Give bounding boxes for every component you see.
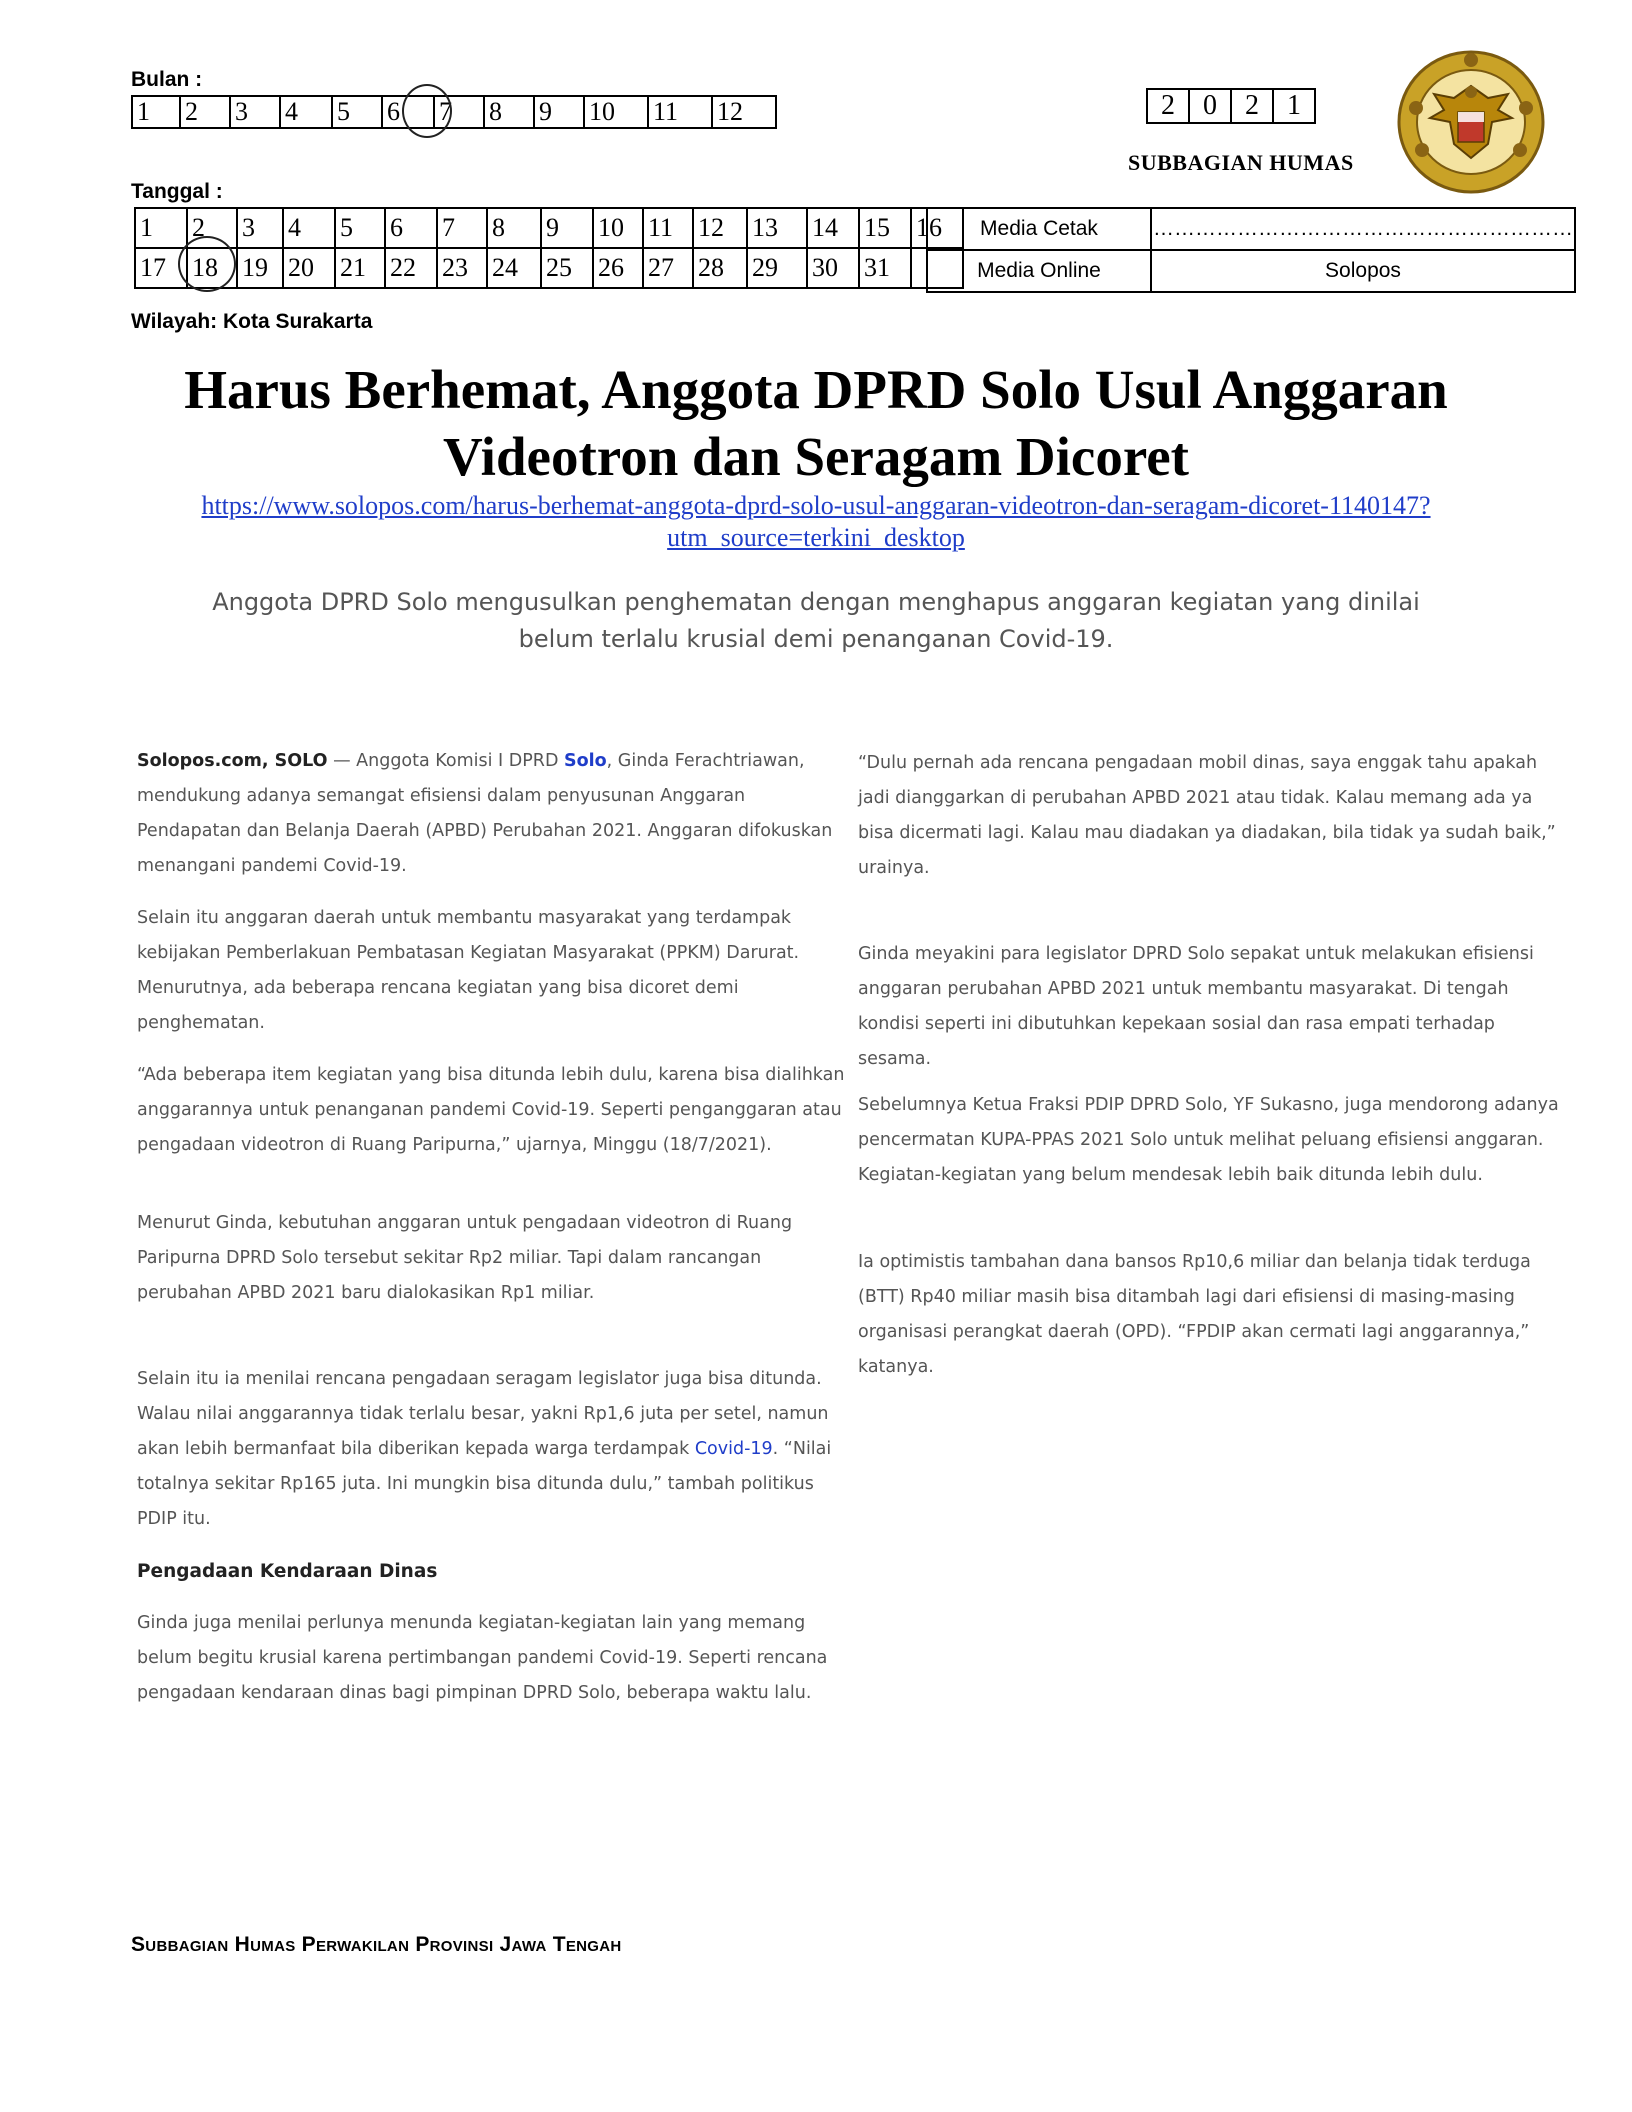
date-cell: 11 bbox=[643, 208, 693, 248]
paragraph-6: Ginda juga menilai perlunya menunda kegiatan-kegiatan lain yang memang belum begitu krusial karena pertimbangan pandemi Covid-19. Seperti rencana pengadaan kendaraan dinas bagi pimpinan DPRD Solo, beberapa waktu lalu. bbox=[137, 1613, 828, 1703]
article-lead: Anggota DPRD Solo mengusulkan penghematan dengan menghapus anggaran kegiatan yang dinilai belum terlalu krusial demi penanganan Covid-19. bbox=[212, 588, 1420, 653]
date-cell: 14 bbox=[807, 208, 859, 248]
month-cell: 5 bbox=[332, 96, 382, 128]
paragraph-5 bbox=[137, 1362, 847, 1537]
date-cell: 28 bbox=[693, 248, 747, 288]
paragraph-2: Selain itu anggaran daerah untuk membantu masyarakat yang terdampak kebijakan Pemberlakuan Pembatasan Kegiatan Masyarakat (PPKM) Darurat. Menurutnya, ada beberapa rencana kegiatan yang bisa dicoret demi penghematan. bbox=[137, 908, 800, 1033]
date-cell: 23 bbox=[437, 248, 487, 288]
article-title: Harus Berhemat, Anggota DPRD Solo Usul Anggaran Videotron dan Seragam Dicoret bbox=[184, 359, 1448, 487]
media-cetak-value: …………………………………………………… bbox=[1151, 208, 1575, 250]
month-cell: 1 bbox=[132, 96, 180, 128]
article-right-column bbox=[858, 0, 1570, 2112]
date-cell: 19 bbox=[237, 248, 283, 288]
media-cetak-label: Media Cetak bbox=[927, 208, 1151, 250]
month-cell: 4 bbox=[280, 96, 332, 128]
date-cell: 29 bbox=[747, 248, 807, 288]
subheading: Pengadaan Kendaraan Dinas bbox=[137, 1561, 438, 1582]
date-cell: 9 bbox=[541, 208, 593, 248]
date-cell: 30 bbox=[807, 248, 859, 288]
month-cell: 2 bbox=[180, 96, 230, 128]
date-cell: 2 bbox=[187, 208, 237, 248]
year-digit: 0 bbox=[1189, 89, 1231, 123]
month-cell: 9 bbox=[534, 96, 584, 128]
covid-link[interactable]: Covid-19 bbox=[694, 1439, 773, 1459]
date-cell: 18 bbox=[187, 248, 237, 288]
date-cell: 15 bbox=[859, 208, 911, 248]
paragraph-9: Sebelumnya Ketua Fraksi PDIP DPRD Solo, YF Sukasno, juga mendorong adanya pencermatan KUPA-PPAS 2021 Solo untuk melihat peluang efisiensi anggaran. Kegiatan-kegiatan yang belum mendesak lebih baik ditunda lebih dulu. bbox=[858, 1095, 1559, 1185]
paragraph-7: “Dulu pernah ada rencana pengadaan mobil dinas, saya enggak tahu apakah jadi dianggarkan di perubahan APBD 2021 atau tidak. Kalau memang ada ya bisa dicermati lagi. Kalau mau diadakan ya diadakan, bila tidak ya sudah baik,” urainya. bbox=[858, 753, 1556, 878]
article-left-column bbox=[137, 0, 847, 2112]
paragraph-5-text-a: Selain itu ia menilai rencana pengadaan seragam legislator juga bisa ditunda. Walau nilai anggarannya tidak terlalu besar, yakni Rp1,6 juta per setel, namun akan lebih bermanfaat bila diberikan kepada warga terdampak bbox=[137, 1369, 829, 1459]
paragraph-1-text-b: , Ginda Ferachtriawan, mendukung adanya semangat efisiensi dalam penyusunan Anggaran Pendapatan dan Belanja Daerah (APBD) Perubahan 2021. Anggaran difokuskan menangani pandemi Covid-19. bbox=[137, 751, 833, 876]
date-cell: 4 bbox=[283, 208, 335, 248]
paragraph-5-text-b: . “Nilai totalnya sekitar Rp165 juta. Ini mungkin bisa ditunda dulu,” tambah politikus PDIP itu. bbox=[137, 1439, 832, 1529]
paragraph-1-text-a: — Anggota Komisi I DPRD bbox=[327, 751, 565, 771]
article-url-link[interactable]: https://www.solopos.com/harus-berhemat-anggota-dprd-solo-usul-anggaran-videotron-dan-seragam-dicoret-1140147?utm_source=terkini_desktop bbox=[201, 491, 1431, 552]
date-cell: 1 bbox=[135, 208, 187, 248]
date-cell: 31 bbox=[859, 248, 911, 288]
month-cell: 6 bbox=[382, 96, 434, 128]
date-cell: 26 bbox=[593, 248, 643, 288]
date-cell: 16 bbox=[911, 208, 963, 248]
wilayah-label: Wilayah: Kota Surakarta bbox=[131, 310, 373, 333]
date-cell: 17 bbox=[135, 248, 187, 288]
month-cell: 10 bbox=[584, 96, 648, 128]
date-cell: 8 bbox=[487, 208, 541, 248]
year-digit: 1 bbox=[1273, 89, 1315, 123]
date-cell: 27 bbox=[643, 248, 693, 288]
media-online-value: Solopos bbox=[1151, 250, 1575, 292]
paragraph-8: Ginda meyakini para legislator DPRD Solo sepakat untuk melakukan efisiensi anggaran perubahan APBD 2021 untuk membantu masyarakat. Di tengah kondisi seperti ini dibutuhkan kepekaan sosial dan rasa empati terhadap sesama. bbox=[858, 944, 1534, 1069]
month-cell: 8 bbox=[484, 96, 534, 128]
month-cell: 12 bbox=[712, 96, 776, 128]
bulan-label: Bulan : bbox=[131, 68, 203, 91]
date-cell: 3 bbox=[237, 208, 283, 248]
date-cell: 25 bbox=[541, 248, 593, 288]
office-name: SUBBAGIAN HUMAS bbox=[1128, 150, 1354, 175]
date-cell: 22 bbox=[385, 248, 437, 288]
date-cell: 24 bbox=[487, 248, 541, 288]
date-cell: 7 bbox=[437, 208, 487, 248]
date-cell: 5 bbox=[335, 208, 385, 248]
month-cell: 7 bbox=[434, 96, 484, 128]
paragraph-4: Menurut Ginda, kebutuhan anggaran untuk pengadaan videotron di Ruang Paripurna DPRD Solo tersebut sekitar Rp2 miliar. Tapi dalam rancangan perubahan APBD 2021 baru dialokasikan Rp1 miliar. bbox=[137, 1213, 793, 1303]
month-cell: 11 bbox=[648, 96, 712, 128]
date-cell: 10 bbox=[593, 208, 643, 248]
footer-text: Subbagian Humas Perwakilan Provinsi Jawa Tengah bbox=[131, 1933, 622, 1956]
solo-link[interactable]: Solo bbox=[564, 751, 607, 771]
date-cell: 6 bbox=[385, 208, 437, 248]
tanggal-label: Tanggal : bbox=[131, 180, 223, 203]
date-cell: 13 bbox=[747, 208, 807, 248]
date-cell: 12 bbox=[693, 208, 747, 248]
year-digit: 2 bbox=[1147, 89, 1189, 123]
month-cell: 3 bbox=[230, 96, 280, 128]
date-cell: 21 bbox=[335, 248, 385, 288]
paragraph-1 bbox=[137, 744, 847, 884]
paragraph-3: “Ada beberapa item kegiatan yang bisa ditunda lebih dulu, karena bisa dialihkan anggarannya untuk penanganan pandemi Covid-19. Seperti penganggaran atau pengadaan videotron di Ruang Paripurna,” ujarnya, Minggu (18/7/2021). bbox=[137, 1065, 845, 1155]
media-online-label: Media Online bbox=[927, 250, 1151, 292]
date-cell: 20 bbox=[283, 248, 335, 288]
year-digit: 2 bbox=[1231, 89, 1273, 123]
source-label: Solopos.com, SOLO bbox=[137, 751, 328, 771]
paragraph-10: Ia optimistis tambahan dana bansos Rp10,6 miliar dan belanja tidak terduga (BTT) Rp40 miliar masih bisa ditambah lagi dari efisiensi di masing-masing organisasi perangkat daerah (OPD). “FPDIP akan cermati lagi anggarannya,” katanya. bbox=[858, 1252, 1531, 1377]
